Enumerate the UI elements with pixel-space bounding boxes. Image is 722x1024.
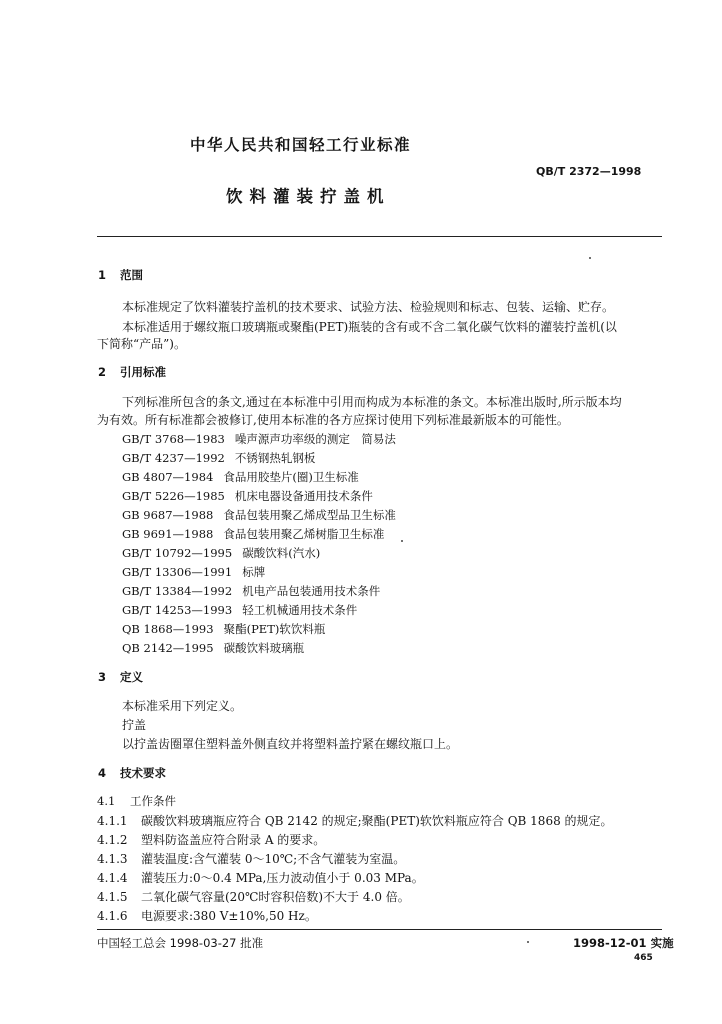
header-rule (97, 236, 662, 237)
reference-list-item (122, 450, 315, 466)
section-title: 技术要求 (120, 766, 166, 780)
reference-list-item (122, 488, 373, 504)
section-1-heading (98, 267, 143, 283)
reference-code: GB 4807—1984 (122, 470, 214, 484)
clause-text: 灌装温度:含气灌装 0～10℃;不含气灌装为室温。 (141, 852, 406, 866)
subsection-heading (97, 793, 176, 809)
section-number: 4 (98, 766, 107, 780)
definition-text: 以拧盖齿圈罩住塑料盖外侧直纹并将塑料盖拧紧在螺纹瓶口上。 (122, 737, 459, 751)
section-2-heading (98, 364, 166, 380)
paragraph: 下列标准所包含的条文,通过在本标准中引用而构成为本标准的条文。本标准出版时,所示版本均 (122, 395, 622, 409)
reference-list-item (122, 545, 320, 561)
clause-number: 4.1.2 (97, 833, 128, 847)
section-3-heading (98, 669, 143, 685)
clause (97, 812, 613, 829)
subsection-number: 4.1 (97, 794, 116, 808)
reference-list-item (122, 564, 265, 580)
approval-line: 中国轻工总会 1998-03-27 批准 (97, 936, 264, 950)
reference-code: GB/T 10792—1995 (122, 546, 233, 560)
clause-number: 4.1.3 (97, 852, 128, 866)
reference-title: 碳酸饮料玻璃瓶 (223, 641, 305, 655)
definition-term: 拧盖 (122, 718, 147, 732)
reference-code: GB/T 14253—1993 (122, 603, 233, 617)
clause-number: 4.1.1 (97, 814, 128, 828)
reference-list-item (122, 507, 396, 523)
clause-number: 4.1.6 (97, 909, 128, 923)
page-number: 465 (634, 953, 653, 963)
scan-speck (527, 941, 529, 943)
section-title: 定义 (120, 670, 143, 684)
section-4-heading (98, 765, 166, 781)
paragraph: 本标准适用于螺纹瓶口玻璃瓶或聚酯(PET)瓶装的含有或不含二氧化碳气饮料的灌装拧盖机(以 (122, 320, 617, 334)
clause-text: 灌装压力:0～0.4 MPa,压力波动值小于 0.03 MPa。 (141, 871, 424, 885)
subsection-title: 工作条件 (130, 794, 176, 808)
section-title: 引用标准 (120, 365, 166, 379)
clause-number: 4.1.4 (97, 871, 128, 885)
scan-speck (401, 540, 403, 542)
reference-code: QB 1868—1993 (122, 622, 214, 636)
reference-title: 标牌 (242, 565, 266, 579)
reference-title: 不锈钢热轧钢板 (234, 451, 316, 465)
reference-code: GB/T 5226—1985 (122, 489, 225, 503)
reference-code: GB/T 13384—1992 (122, 584, 233, 598)
section-number: 1 (98, 268, 107, 282)
section-number: 2 (98, 365, 107, 379)
reference-code: GB/T 4237—1992 (122, 451, 225, 465)
implementation-date: 1998-12-01 实施 (573, 936, 674, 950)
reference-list-item (122, 469, 359, 485)
reference-code: QB 2142—1995 (122, 641, 214, 655)
reference-title: 机床电器设备通用技术条件 (234, 489, 373, 503)
clause-number: 4.1.5 (97, 890, 128, 904)
reference-code: GB/T 13306—1991 (122, 565, 233, 579)
clause-text: 二氧化碳气容量(20℃时容积倍数)不大于 4.0 倍。 (141, 890, 410, 904)
reference-list-item (122, 583, 380, 599)
paragraph: 下简称“产品”)。 (97, 337, 186, 351)
document-code: QB/T 2372—1998 (536, 165, 642, 178)
reference-list-item (122, 621, 325, 637)
clause-text: 电源要求:380 V±10%,50 Hz。 (141, 909, 317, 923)
reference-code: GB 9691—1988 (122, 527, 214, 541)
reference-title: 碳酸饮料(汽水) (242, 546, 321, 560)
clause-text: 塑料防盗盖应符合附录 A 的要求。 (141, 833, 326, 847)
reference-title: 聚酯(PET)软饮料瓶 (223, 622, 326, 636)
clause (97, 850, 405, 867)
section-number: 3 (98, 670, 107, 684)
clause (97, 869, 424, 886)
reference-title: 机电产品包装通用技术条件 (242, 584, 381, 598)
reference-code: GB 9687—1988 (122, 508, 214, 522)
reference-list-item (122, 640, 304, 656)
reference-list-item (122, 526, 384, 542)
issuing-body-title: 中华人民共和国轻工行业标准 (190, 136, 412, 154)
reference-title: 噪声源声功率级的测定 简易法 (234, 432, 396, 446)
paragraph: 为有效。所有标准都会被修订,使用本标准的各方应探讨使用下列标准最新版本的可能性。 (97, 413, 569, 427)
reference-list-item (122, 431, 396, 447)
reference-code: GB/T 3768—1983 (122, 432, 225, 446)
document-title: 饮料灌装拧盖机 (226, 187, 391, 206)
reference-title: 轻工机械通用技术条件 (242, 603, 358, 617)
paragraph: 本标准规定了饮料灌装拧盖机的技术要求、试验方法、检验规则和标志、包装、运输、贮存。 (122, 300, 615, 314)
clause-text: 碳酸饮料玻璃瓶应符合 QB 2142 的规定;聚酯(PET)软饮料瓶应符合 QB 1868 的规定。 (141, 814, 613, 828)
clause (97, 907, 317, 924)
footer-rule (97, 929, 662, 930)
reference-title: 食品包装用聚乙烯成型品卫生标准 (223, 508, 396, 522)
clause (97, 888, 410, 905)
reference-title: 食品用胶垫片(圈)卫生标准 (223, 470, 359, 484)
reference-title: 食品包装用聚乙烯树脂卫生标准 (223, 527, 385, 541)
reference-list-item (122, 602, 357, 618)
paragraph: 本标准采用下列定义。 (122, 699, 243, 713)
section-title: 范围 (120, 268, 143, 282)
scan-speck (589, 257, 591, 259)
clause (97, 831, 325, 848)
